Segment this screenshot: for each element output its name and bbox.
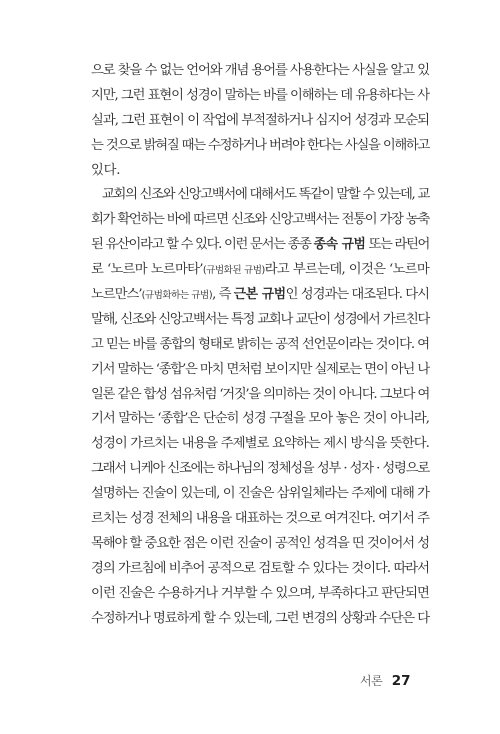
- text-run: 노르만스’: [91, 287, 142, 303]
- text-line: 실과, 그런 표현이 이 작업에 부적절하거나 심지어 성경과 모순되: [91, 112, 429, 128]
- text-line: 으로 찾을 수 없는 언어와 개념 용어를 사용한다는 사실을 알고 있: [91, 63, 429, 78]
- gloss: (규범화하는 규범): [141, 290, 213, 302]
- text-line: [91, 233, 429, 258]
- text-line: 일론 같은 합성 섬유처럼 ‘거짓’을 의미하는 것이 아니다. 그보다 여: [91, 386, 429, 402]
- paragraph-1: [91, 59, 429, 183]
- text-run: 인 성경과는 대조된다. 다시: [285, 287, 429, 303]
- text-line: 르치는 성경 전체의 내용을 대표하는 것으로 여겨진다. 여기서 주: [91, 511, 429, 527]
- text-line: 교회의 신조와 신앙고백서에 대해서도 똑같이 말할 수 있는데, 교: [102, 187, 429, 203]
- text-line: 는 것으로 밝혀질 때는 수정하거나 버려야 한다는 사실을 이해하고: [91, 137, 429, 153]
- text-line: 설명하는 진술이 있는데, 이 진술은 삼위일체라는 주제에 대해 가: [91, 486, 429, 502]
- text-line: 고 믿는 바를 종합의 형태로 밝히는 공적 선언문이라는 것이다. 여: [91, 336, 429, 352]
- text-line: 회가 확언하는 바에 따르면 신조와 신앙고백서는 전통이 가장 농축: [91, 212, 429, 228]
- text-line: 그래서 니케아 신조에는 하나님의 정체성을 성부 · 성자 · 성령으로: [91, 461, 429, 477]
- text-line: [91, 283, 429, 308]
- text-line: 목해야 할 중요한 점은 이런 진술이 공적인 성격을 띤 것이어서 성: [91, 535, 429, 551]
- text-line: 경의 가르침에 비추어 공적으로 검토할 수 있다는 것이다. 따라서: [91, 560, 429, 576]
- text-line: 지만, 그런 표현이 성경이 말하는 바를 이해하는 데 유용하다는 사: [91, 87, 429, 103]
- text-run: 라고 부르는데, 이것은 ‘노르마: [264, 262, 430, 278]
- text-line: 기서 말하는 ‘종합’은 마치 면처럼 보이지만 실제로는 면이 아닌 나: [91, 361, 429, 377]
- text-line: 성경이 가르치는 내용을 주제별로 요약하는 제시 방식을 뜻한다.: [91, 436, 429, 452]
- page-footer: [360, 670, 430, 692]
- text-run: 된 유산이라고 할 수 있다. 이런 문서는 종종: [91, 237, 314, 253]
- section-title: 서론: [360, 674, 383, 688]
- bold-term: 종속 규범: [313, 237, 366, 253]
- bold-term: 근본 규범: [233, 287, 286, 303]
- text-line: 말해, 신조와 신앙고백서는 특정 교회나 교단이 성경에서 가르친다: [91, 311, 429, 327]
- page-body: [91, 59, 429, 631]
- text-line: 있다.: [91, 162, 121, 178]
- text-run: 로 ‘노르마 노르마타’: [91, 262, 203, 278]
- page-number: 27: [391, 673, 411, 689]
- paragraph-2: [91, 183, 429, 631]
- text-run: , 즉: [212, 287, 234, 303]
- text-line: 기서 말하는 ‘종합’은 단순히 성경 구절을 모아 놓은 것이 아니라,: [91, 411, 429, 427]
- text-line: 수정하거나 명료하게 할 수 있는데, 그런 변경의 상황과 수단은 다: [91, 610, 429, 626]
- text-line: [91, 258, 429, 283]
- gloss: (규범화된 규범): [202, 265, 265, 277]
- text-line: 이런 진술은 수용하거나 거부할 수 있으며, 부족하다고 판단되면: [91, 585, 429, 601]
- text-run: 또는 라틴어: [365, 237, 430, 253]
